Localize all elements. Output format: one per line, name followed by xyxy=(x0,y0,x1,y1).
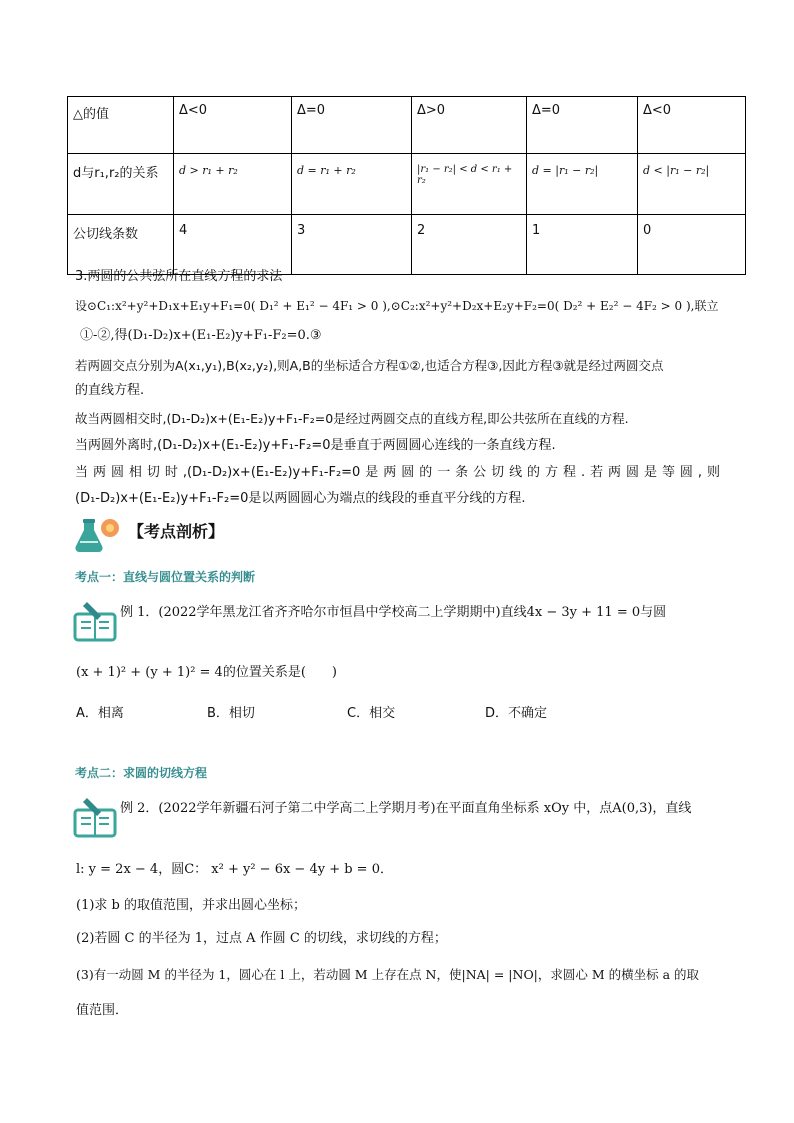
example-text: l: y = 2x − 4，圆C： x² + y² − 6x − 4y + b = 0． xyxy=(76,862,393,877)
option-a: A．相离 xyxy=(76,706,124,721)
paragraph-line: ①-②,得(D₁-D₂)x+(E₁-E₂)y+F₁-F₂=0.③ xyxy=(80,328,322,343)
table-cell: △的值 xyxy=(68,97,174,154)
table-cell: 3 xyxy=(292,215,412,275)
table-cell: d = |r₁ − r₂| xyxy=(527,154,638,215)
paragraph-line: 若两圆交点分别为A(x₁,y₁),B(x₂,y₂),则A,B的坐标适合方程①②,也适合方程③,因此方程③就是经过两圆交点 xyxy=(75,358,664,373)
paragraph-line: 故当两圆相交时,(D₁-D₂)x+(E₁-E₂)y+F₁-F₂=0是经过两圆交点的直线方程,即公共弦所在直线的方程. xyxy=(75,411,629,426)
table-cell: Δ<0 xyxy=(638,97,746,154)
topic-heading: 考点一：直线与圆位置关系的判断 xyxy=(75,570,256,584)
table-row xyxy=(68,215,746,275)
paragraph-line: (D₁-D₂)x+(E₁-E₂)y+F₁-F₂=0是以两圆圆心为端点的线段的垂直平分线的方程. xyxy=(75,491,526,506)
table-row xyxy=(68,97,746,154)
question-text: (2)若圆 C 的半径为 1，过点 A 作圆 C 的切线，求切线的方程； xyxy=(76,931,447,946)
question-text: 值范围． xyxy=(76,1003,129,1018)
table-cell: 0 xyxy=(638,215,746,275)
example-text: 例 2．(2022学年新疆石河子第二中学高二上学期月考)在平面直角坐标系 xOy 中，点A(0,3)，直线 xyxy=(120,801,692,816)
table-cell: 公切线条数 xyxy=(68,215,174,275)
flask-icon xyxy=(72,516,124,560)
table-row xyxy=(68,154,746,215)
table-cell: 2 xyxy=(412,215,527,275)
topic-heading: 考点二：求圆的切线方程 xyxy=(75,766,208,780)
table-cell: d < |r₁ − r₂| xyxy=(638,154,746,215)
option-d: D．不确定 xyxy=(485,706,548,721)
table-cell: d与r₁,r₂的关系 xyxy=(68,154,174,215)
table-cell: 4 xyxy=(174,215,292,275)
example-text: 例 1．(2022学年黑龙江省齐齐哈尔市恒昌中学校高二上学期期中)直线4x − 3y + 11 = 0与圆 xyxy=(120,605,667,620)
question-text: (3)有一动圆 M 的半径为 1，圆心在 l 上，若动圆 M 上存在点 N，使|NA| = |NO|，求圆心 M 的横坐标 a 的取 xyxy=(76,967,700,982)
question-text: (1)求 b 的取值范围，并求出圆心坐标； xyxy=(76,898,307,913)
analysis-heading: 【考点剖析】 xyxy=(128,522,225,541)
tangent-count-table xyxy=(67,96,746,275)
table-cell: d = r₁ + r₂ xyxy=(292,154,412,215)
option-c: C．相交 xyxy=(347,706,396,721)
section-title: 3.两圆的公共弦所在直线方程的求法 xyxy=(75,269,283,284)
notebook-pencil-icon xyxy=(73,600,119,648)
table-cell: d > r₁ + r₂ xyxy=(174,154,292,215)
option-b: B．相切 xyxy=(207,706,255,721)
notebook-pencil-icon xyxy=(73,796,119,844)
paragraph-line: 的直线方程. xyxy=(75,383,145,398)
table-cell: Δ=0 xyxy=(527,97,638,154)
paragraph-line: 设⊙C₁:x²+y²+D₁x+E₁y+F₁=0( D₁² + E₁² − 4F₁ > 0 ),⊙C₂:x²+y²+D₂x+E₂y+F₂=0( D₂² + E₂² − 4F₂ > 0 ),联立 xyxy=(75,299,719,313)
table-cell: |r₁ − r₂| < d < r₁ + r₂ xyxy=(412,154,527,215)
table-cell: Δ<0 xyxy=(174,97,292,154)
table-cell: Δ=0 xyxy=(292,97,412,154)
table-cell: 1 xyxy=(527,215,638,275)
example-text: (x + 1)² + (y + 1)² = 4的位置关系是( ) xyxy=(76,665,337,680)
paragraph-line: 当两圆外离时,(D₁-D₂)x+(E₁-E₂)y+F₁-F₂=0是垂直于两圆圆心连线的一条直线方程. xyxy=(75,438,556,453)
table-cell: Δ>0 xyxy=(412,97,527,154)
paragraph-line: 当两圆相切时,(D₁-D₂)x+(E₁-E₂)y+F₁-F₂=0是两圆的一条公切线的方程.若两圆是等圆,则 xyxy=(75,465,720,480)
